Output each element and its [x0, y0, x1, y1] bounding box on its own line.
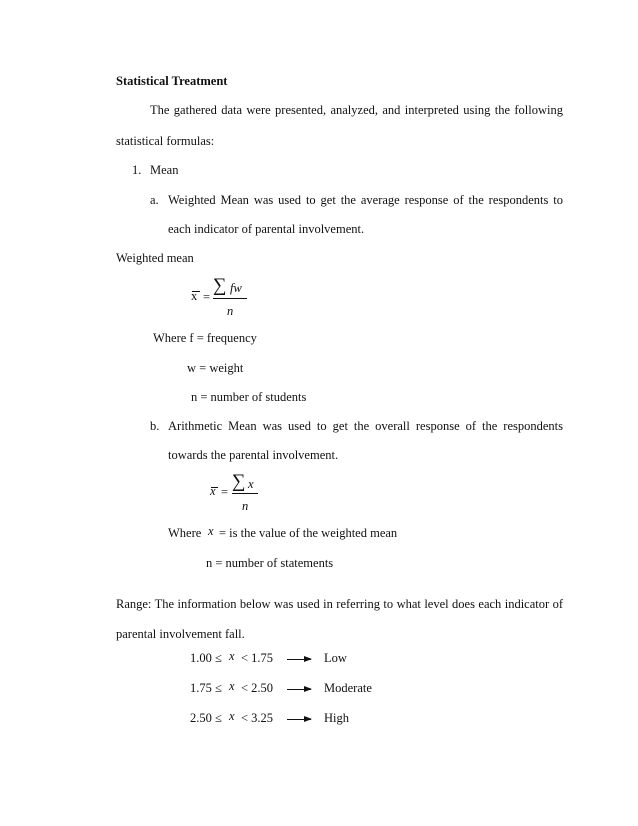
range-high: < 3.25: [241, 711, 274, 725]
where1-line-2: w = weight: [187, 361, 244, 375]
intro-line-1: The gathered data were presented, analyzed, and interpreted using the following: [150, 103, 563, 117]
sigma-symbol-2: ∑: [232, 471, 246, 492]
range-low: 2.50 ≤: [190, 711, 222, 725]
formula1-denominator: n: [227, 304, 234, 318]
range-var: x: [229, 709, 235, 723]
formula2-equals: =: [221, 485, 229, 499]
range-low: 1.00 ≤: [190, 651, 222, 665]
where1-line-1: Where f = frequency: [153, 331, 257, 345]
range-level: Low: [324, 651, 347, 665]
formula2-numerator: x: [248, 477, 254, 491]
formula2-denominator: n: [242, 499, 249, 513]
intro-line-2: statistical formulas:: [116, 134, 215, 148]
weighted-mean-label: Weighted mean: [116, 251, 194, 265]
formula1-lhs: x: [191, 289, 198, 303]
fraction-bar-2: [232, 493, 258, 494]
arrow-icon: [287, 659, 311, 660]
range-level: High: [324, 711, 349, 725]
range-line-2: parental involvement fall.: [116, 627, 245, 641]
arrow-icon: [287, 719, 311, 720]
range-low: 1.75 ≤: [190, 681, 222, 695]
range-level: Moderate: [324, 681, 372, 695]
arrow-icon: [287, 689, 311, 690]
sigma-symbol: ∑: [213, 275, 227, 296]
fraction-bar: [213, 298, 247, 299]
list-item-mean: Mean: [150, 163, 179, 177]
item-b-line-2: towards the parental involvement.: [168, 448, 339, 462]
range-high: < 2.50: [241, 681, 274, 695]
formula1-equals: =: [203, 290, 211, 304]
item-a-line-2: each indicator of parental involvement.: [168, 222, 365, 236]
where2-var: x: [208, 524, 214, 538]
formula1-numerator: fw: [230, 281, 242, 295]
range-var: x: [229, 649, 235, 663]
item-a-line-1: Weighted Mean was used to get the average response of the respondents to: [168, 193, 563, 207]
where2-rest: = is the value of the weighted mean: [219, 526, 398, 540]
item-a-letter: a.: [150, 193, 159, 207]
item-b-letter: b.: [150, 419, 160, 433]
range-var: x: [229, 679, 235, 693]
section-heading: Statistical Treatment: [116, 74, 228, 88]
where2-line-2: n = number of statements: [206, 556, 334, 570]
range-line-1: Range: The information below was used in referring to what level does each indicator of: [116, 597, 563, 611]
where2-prefix: Where: [168, 526, 202, 540]
list-number-1: 1.: [132, 163, 142, 177]
range-high: < 1.75: [241, 651, 274, 665]
where1-line-3: n = number of students: [191, 390, 307, 404]
formula2-lhs: x: [210, 484, 216, 498]
item-b-line-1: Arithmetic Mean was used to get the overall response of the respondents: [168, 419, 563, 433]
